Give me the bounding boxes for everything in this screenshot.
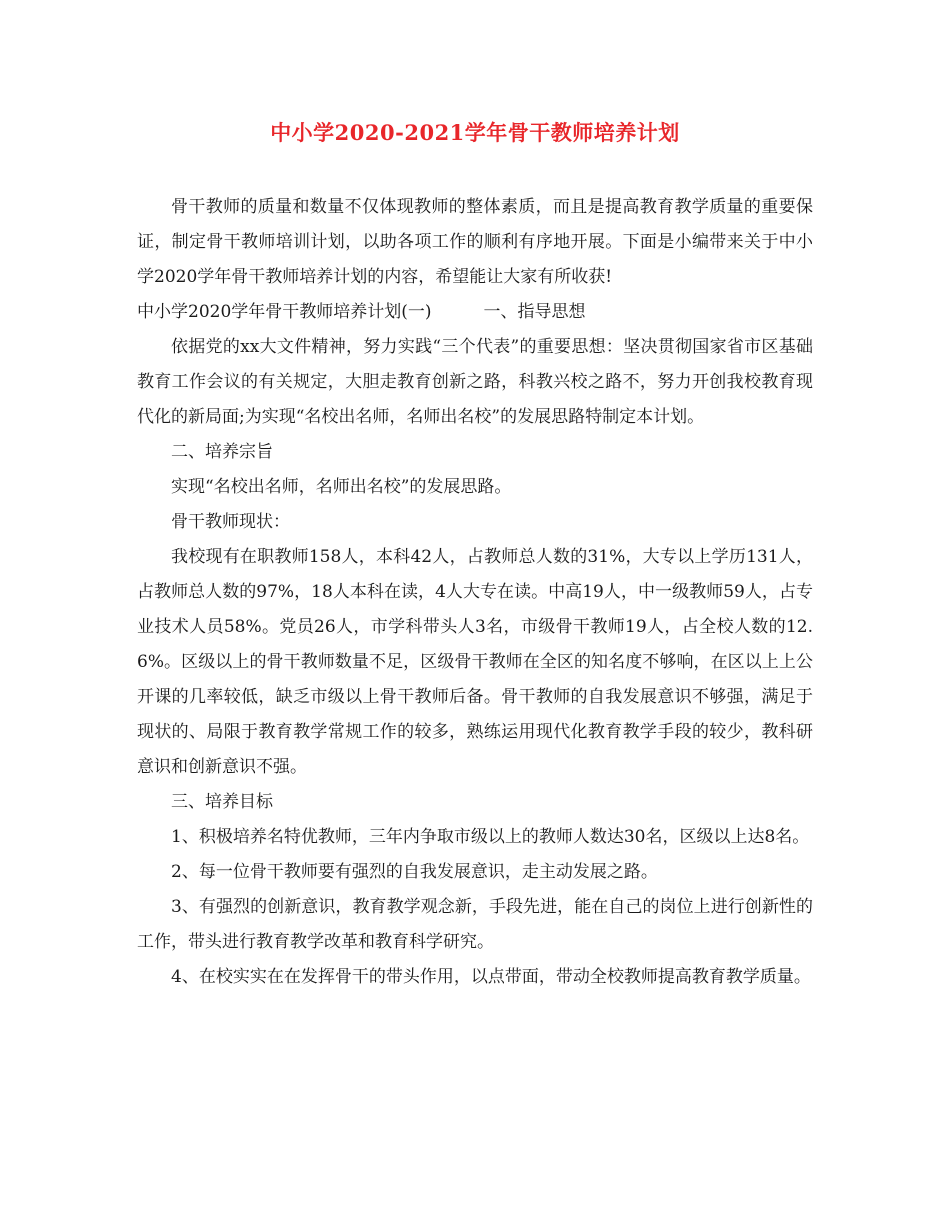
subtitle-line [137,295,813,330]
goal-item: 4、在校实实在在发挥骨干的带头作用，以点带面，带动全校教师提高教育教学质量。 [171,967,811,987]
goal-item: 3、有强烈的创新意识，教育教学观念新，手段先进，能在自己的岗位上进行创新性的工作，带头进行教育教学改革和教育科学研究。 [137,897,813,952]
section-heading-purpose: 二、培养宗旨 [171,442,273,462]
purpose-paragraph: 实现“名校出名师，名师出名校”的发展思路。 [171,477,512,497]
guiding-thought-paragraph: 依据党的xx大文件精神，努力实践“三个代表”的重要思想：坚决贯彻国家省市区基础教育工作会议的有关规定，大胆走教育创新之路，科教兴校之路不，努力开创我校教育现代化的新局面;为实现“名校出名师，名师出名校”的发展思路特制定本计划。 [137,337,813,427]
section-heading-status: 骨干教师现状： [171,512,290,532]
section-heading-guiding-thought: 一、指导思想 [483,302,586,322]
status-paragraph: 我校现有在职教师158人，本科42人，占教师总人数的31%，大专以上学历131人，占教师总人数的97%，18人本科在读，4人大专在读。中高19人，中一级教师59人，占专业技术人员58%。党员26人，市学科带头人3名，市级骨干教师19人，占全校人数的12.6%。区级以上的骨干教师数量不足，区级骨干教师在全区的知名度不够响，在区以上上公开课的几率较低，缺乏市级以上骨干教师后备。骨干教师的自我发展意识不够强，满足于现状的、局限于教育教学常规工作的较多，熟练运用现代化教育教学手段的较少，教科研意识和创新意识不强。 [137,547,813,777]
section-heading-goals: 三、培养目标 [171,792,273,812]
goal-item: 1、积极培养名特优教师，三年内争取市级以上的教师人数达30名，区级以上达8名。 [171,827,810,847]
document-body [137,190,813,995]
intro-paragraph: 骨干教师的质量和数量不仅体现教师的整体素质，而且是提高教育教学质量的重要保证，制定骨干教师培训计划，以助各项工作的顺利有序地开展。下面是小编带来关于中小学2020学年骨干教师培养计划的内容，希望能让大家有所收获! [137,197,813,287]
goal-item: 2、每一位骨干教师要有强烈的自我发展意识，走主动发展之路。 [171,862,658,882]
document-title: 中小学2020-2021学年骨干教师培养计划 [270,120,680,145]
plan-subtitle: 中小学2020学年骨干教师培养计划(一) [137,302,432,322]
